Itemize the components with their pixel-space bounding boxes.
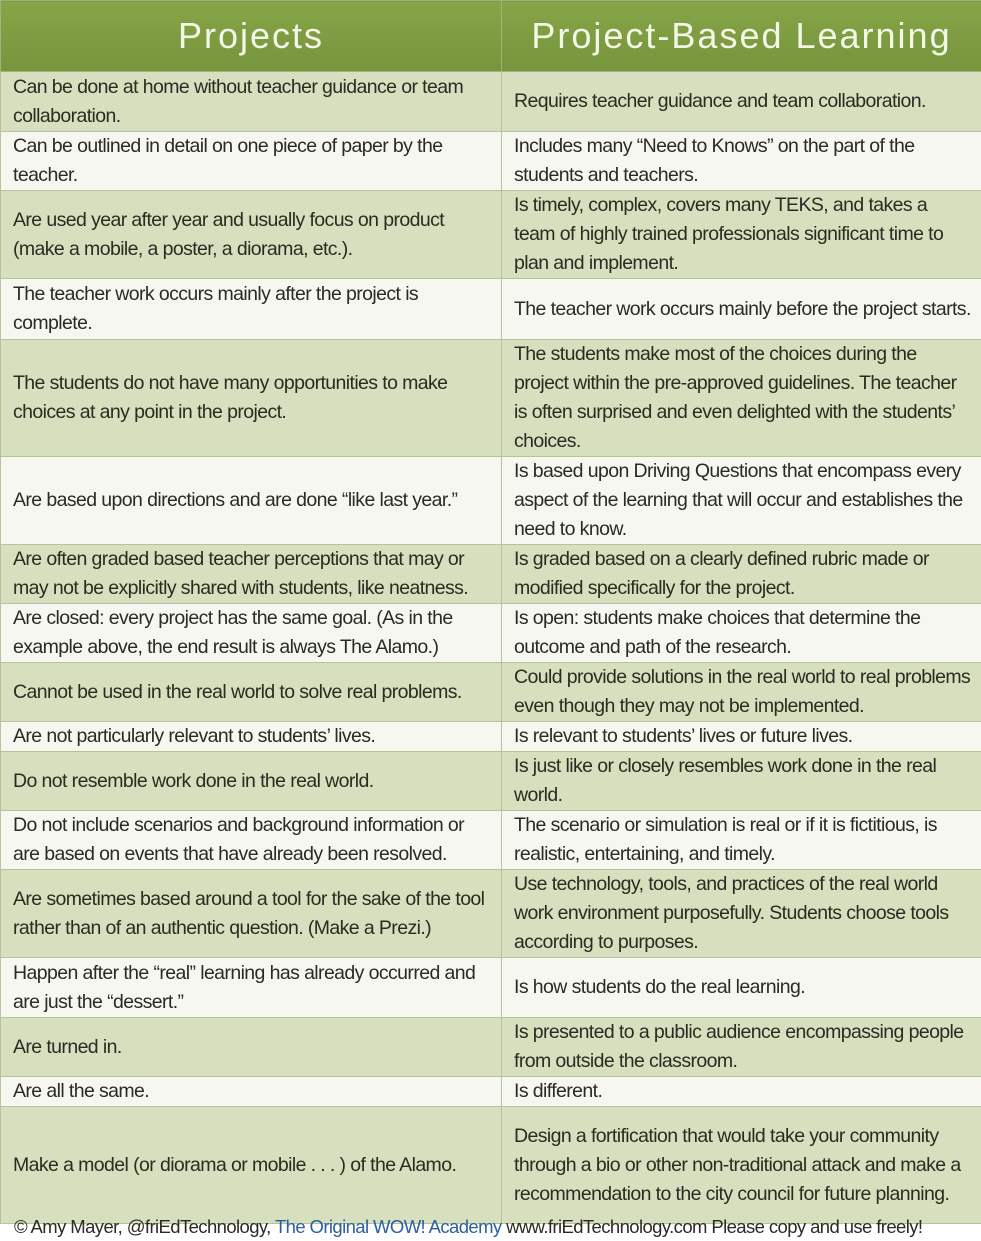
- pbl-cell: The students make most of the choices during the project within the pre-approved guidelines. The teacher is often surprised and even delighted with the students’ choices.: [502, 340, 981, 457]
- pbl-cell: Is relevant to students’ lives or future lives.: [502, 722, 981, 752]
- projects-cell: Cannot be used in the real world to solve real problems.: [1, 663, 502, 722]
- table-row: [1, 340, 981, 457]
- footer-rest-text: www.friEdTechnology.com Please copy and use freely!: [501, 1216, 923, 1237]
- table-row: [1, 663, 981, 722]
- table-row: [1, 1107, 981, 1224]
- table-row: [1, 72, 981, 132]
- pbl-cell: Is how students do the real learning.: [502, 958, 981, 1018]
- projects-cell: Are turned in.: [1, 1018, 502, 1077]
- header-projects: Projects: [1, 1, 502, 72]
- table-row: [1, 132, 981, 191]
- pbl-cell: Design a fortification that would take your community through a bio or other non-traditional attack and make a recommendation to the city council for future planning.: [502, 1107, 981, 1224]
- table-row: [1, 191, 981, 279]
- projects-cell: Are used year after year and usually focus on product (make a mobile, a poster, a diorama, etc.).: [1, 191, 502, 279]
- header-pbl: Project-Based Learning: [502, 1, 981, 72]
- projects-cell: Happen after the “real” learning has already occurred and are just the “dessert.”: [1, 958, 502, 1018]
- table-row: [1, 958, 981, 1018]
- pbl-cell: Is timely, complex, covers many TEKS, and takes a team of highly trained professionals significant time to plan and implement.: [502, 191, 981, 279]
- projects-cell: Are closed: every project has the same goal. (As in the example above, the end result is always The Alamo.): [1, 604, 502, 663]
- table-row: [1, 604, 981, 663]
- projects-cell: Do not resemble work done in the real world.: [1, 752, 502, 811]
- table-row: [1, 1077, 981, 1107]
- table-header: [1, 1, 981, 72]
- table-row: [1, 811, 981, 870]
- pbl-cell: Is just like or closely resembles work done in the real world.: [502, 752, 981, 811]
- projects-cell: The teacher work occurs mainly after the project is complete.: [1, 279, 502, 340]
- table-row: [1, 722, 981, 752]
- projects-cell: Are sometimes based around a tool for the sake of the tool rather than of an authentic question. (Make a Prezi.): [1, 870, 502, 958]
- table-row: [1, 279, 981, 340]
- pbl-cell: Includes many “Need to Knows” on the part of the students and teachers.: [502, 132, 981, 191]
- table-row: [1, 545, 981, 604]
- projects-cell: Are often graded based teacher perceptions that may or may not be explicitly shared with students, like neatness.: [1, 545, 502, 604]
- pbl-cell: Could provide solutions in the real world to real problems even though they may not be implemented.: [502, 663, 981, 722]
- pbl-cell: The scenario or simulation is real or if it is fictitious, is realistic, entertaining, and timely.: [502, 811, 981, 870]
- academy-link[interactable]: The Original WOW! Academy: [274, 1216, 502, 1237]
- footer-credit: [0, 1212, 981, 1241]
- projects-cell: Do not include scenarios and background information or are based on events that have already been resolved.: [1, 811, 502, 870]
- projects-cell: Make a model (or diorama or mobile . . . ) of the Alamo.: [1, 1107, 502, 1224]
- table-row: [1, 457, 981, 545]
- pbl-cell: The teacher work occurs mainly before the project starts.: [502, 279, 981, 340]
- pbl-cell: Is graded based on a clearly defined rubric made or modified specifically for the project.: [502, 545, 981, 604]
- projects-cell: Can be done at home without teacher guidance or team collaboration.: [1, 72, 502, 132]
- projects-cell: The students do not have many opportunities to make choices at any point in the project.: [1, 340, 502, 457]
- table-row: [1, 870, 981, 958]
- pbl-cell: Requires teacher guidance and team collaboration.: [502, 72, 981, 132]
- projects-cell: Are based upon directions and are done “like last year.”: [1, 457, 502, 545]
- table-row: [1, 1018, 981, 1077]
- pbl-cell: Use technology, tools, and practices of the real world work environment purposefully. Students choose tools according to purposes.: [502, 870, 981, 958]
- projects-cell: Are not particularly relevant to students’ lives.: [1, 722, 502, 752]
- pbl-cell: Is open: students make choices that determine the outcome and path of the research.: [502, 604, 981, 663]
- table-row: [1, 752, 981, 811]
- projects-cell: Can be outlined in detail on one piece of paper by the teacher.: [1, 132, 502, 191]
- pbl-cell: Is different.: [502, 1077, 981, 1107]
- footer-credit-text: © Amy Mayer, @friEdTechnology,: [14, 1216, 275, 1237]
- pbl-cell: Is based upon Driving Questions that encompass every aspect of the learning that will occur and establishes the need to know.: [502, 457, 981, 545]
- projects-cell: Are all the same.: [1, 1077, 502, 1107]
- pbl-cell: Is presented to a public audience encompassing people from outside the classroom.: [502, 1018, 981, 1077]
